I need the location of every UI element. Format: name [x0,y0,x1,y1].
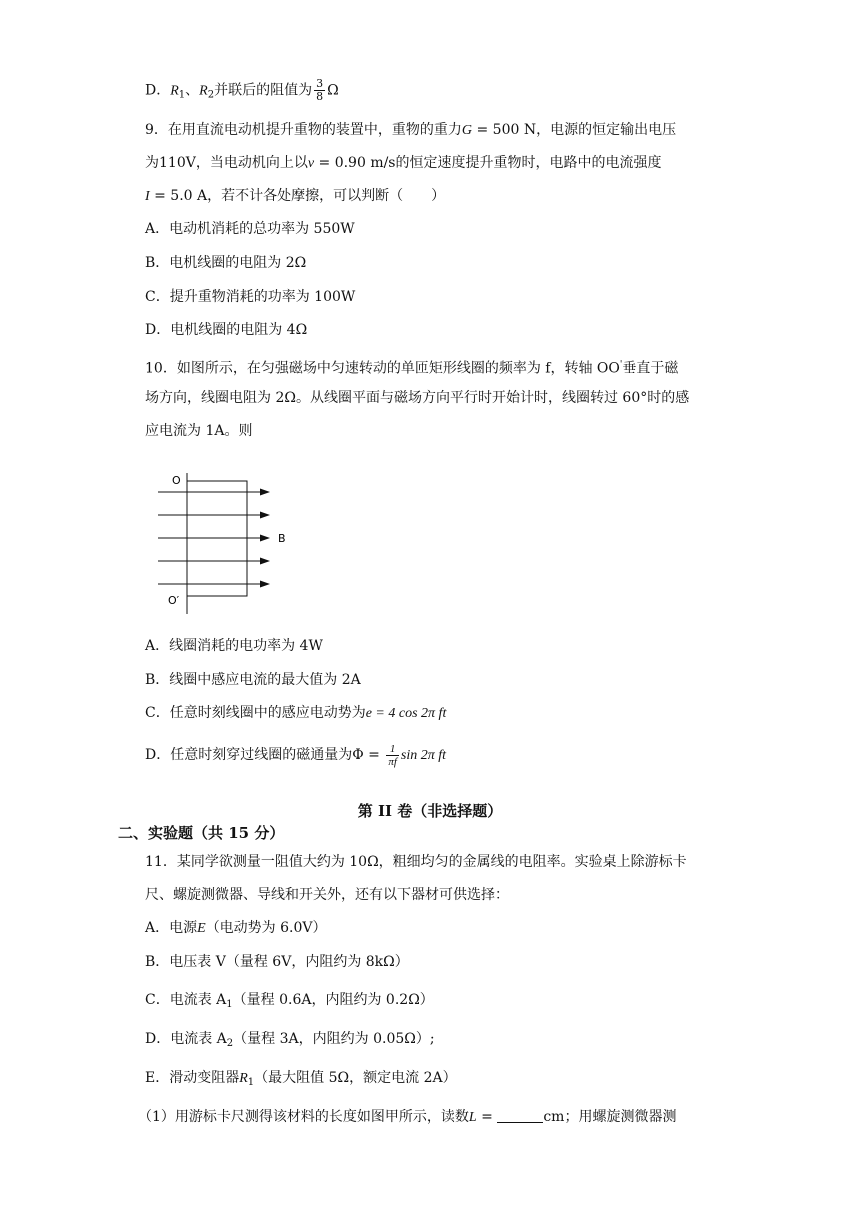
q11-stem-line2: 尺、螺旋测微器、导线和开关外，还有以下器材可供选择： [145,887,509,903]
q10-stem-line2: 场方向，线圈电阻为 2Ω。从线圈平面与磁场方向平行时开始计时，线圈转过 60°时的感 [145,390,690,406]
field-lines [158,492,262,584]
q9-option-d: D．电机线圈的电阻为 4Ω [145,322,308,338]
q11-option-c: C．电流表 $A_1$（量程 0.6A，内阻约为 0.2Ω） [145,992,434,1010]
q10-option-d: D．任意时刻穿过线圈的磁通量为Φ = $\frac{1}{\pi f}$ sin 2π ft [145,742,447,768]
axis-label-bottom: O′ [168,594,180,607]
q10-stem-line3: 应电流为 1A。则 [145,423,253,439]
q11-option-b: B．电压表 V（量程 6V，内阻约为 8kΩ） [145,954,409,970]
axis-label-top: O [172,474,181,487]
q9-option-a: A．电动机消耗的总功率为 550W [145,221,355,237]
answer-blank[interactable] [497,1108,543,1123]
field-label-b: B [278,532,286,545]
fraction-3-8: $\frac{3}{8}$ [316,77,324,103]
q9-option-c: C．提升重物消耗的功率为 100W [145,289,356,305]
q11-option-d: D．电流表 $A_2$（量程 3A，内阻约为 0.05Ω）; [145,1031,435,1049]
q10-stem-line1: 10．如图所示，在匀强磁场中匀速转动的单匝矩形线圈的频率为 f，转轴 OO'垂直于磁 [145,360,679,377]
q11-option-e: E．滑动变阻器$R_1$（最大阻值 5Ω，额定电流 2A） [145,1070,457,1088]
q10-option-b: B．线圈中感应电流的最大值为 2A [145,672,361,688]
q11-sub1: （1）用游标卡尺测得该材料的长度如图甲所示，读数L = cm；用螺旋测微器测 [138,1109,677,1125]
q9-stem-line1: 9．在用直流电动机提升重物的装置中，重物的重力G = 500 N，电源的恒定输出电压 [145,122,677,138]
q11-stem-line1: 11．某同学欲测量一阻值大约为 10Ω，粗细均匀的金属线的电阻率。实验桌上除游标卡 [145,854,687,870]
coil-magnetic-field-figure [150,468,300,616]
q9-option-b: B．电机线圈的电阻为 2Ω [145,255,307,271]
q10-option-a: A．线圈消耗的电功率为 4W [145,638,323,654]
q8-option-d: D．$R_1$、$R_2$并联后的阻值为 $\frac{3}{8}$ Ω [145,77,339,103]
section-heading-experiments: 二、实验题（共 15 分） [118,824,285,842]
part-ii-title: 第 II 卷（非选择题） [357,802,503,820]
field-arrowheads [260,489,270,588]
q10-option-c: C．任意时刻线圈中的感应电动势为e = 4 cos 2π ft [145,705,447,721]
q9-stem-line2: 为110V，当电动机向上以v = 0.90 m/s的恒定速度提升重物时，电路中的电流强度 [145,155,662,171]
q11-option-a: A．电源E（电动势为 6.0V） [145,920,327,936]
fraction-1-pif: $\frac{1}{\pi f}$ [388,742,397,768]
q9-stem-line3: I = 5.0 A，若不计各处摩擦，可以判断（ ） [145,188,446,204]
